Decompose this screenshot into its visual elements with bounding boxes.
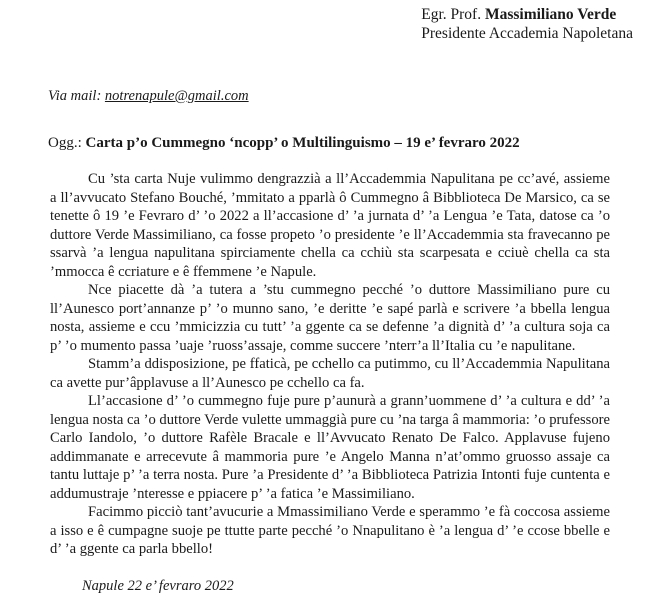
subject-text: Carta p’o Cummegno ‘ncopp’ o Multilinguismo – 19 e’ fevraro 2022 <box>85 135 520 151</box>
via-mail-label: Via mail: <box>48 88 102 104</box>
letter-date: Napule 22 e’ fevraro 2022 <box>82 578 234 594</box>
via-mail-line <box>48 88 249 105</box>
paragraph: Facimmo picciò tant’avucurie a Mmassimiliano Verde e sperammo ’e fà coccosa assieme a isso e ê cumpagne suoje pe ttutte parte pecché ’o Nnapulitano è ’a lengua d’ ’e ccose bbelle e d’ ’a ggente ca parla bbello! <box>50 504 610 557</box>
recipient-salutation: Egr. Prof. <box>421 6 482 23</box>
letter-body <box>50 170 610 559</box>
recipient-block <box>421 5 633 43</box>
email-link[interactable]: notrenapule@gmail.com <box>104 88 249 104</box>
paragraph: Ll’accasione d’ ’o cummegno fuje pure p’aunurà a grann’uommene d’ ’a cultura e dd’ ’a lengua nosta ca ’o duttore Verde vulette ummaggià pure cu ’na targa â mammoria: ’o prufessore Carlo Iandolo, ’o duttore Rafèle Bracale e ll’Avvucato Renato De Falco. Applavuse fujeno addimmanate e arrecevute â mammoria pure ’e Angelo Manna n’at’ommo gruosso assaje ca tantu luttaje p’ ’a terra nosta. Pure ’a Presidente d’ ’a Bibblioteca Patrizia Intonti fuje cuntenta e addumustraje ’nteresse e ppiacere p’ ’a fatica ’e Massimiliano. <box>50 393 610 502</box>
paragraph: Nce piacette dà ’a tutera a ’stu cummegno pecché ’o duttore Massimiliano pure cu ll’Aunesco port’annanze p’ ’o munno sano, ’e deritte ’e sapé parlà e scrivere ’a bbella lengua nosta, assieme e ccu ’mmicizzia cu tutt’ ’a ggente ca se defenne ’a dignità d’ ’a cultura soja ca p’ ’o mumento passa ’uaje ’ruoss’assaje, comme succere ’nterr’a ll’Italia cu ’e napulitane. <box>50 282 610 354</box>
paragraph: Cu ’sta carta Nuje vulimmo dengrazzià a ll’Accademmia Napulitana pe cc’avé, assieme a ll’avvucato Stefano Bouché, ’mmitato a pparlà ô Cummegno â Bibblioteca De Marsico, ca se tenette ô 19 ’e Fevraro d’ ’o 2022 a ll’accasione d’ ’a jurnata d’ ’a Lengua ’e Tata, datose ca ’o duttore Verde Massimiliano, ca fosse propeto ’o presidente ’e ll’Accademmia sta fravecanno pe ssarvà ’a lengua napulitana spirciamente chella ca cchiù sta scarpesata e cciuè chella ca sta ’mmocca ê ccriature e ê ffemmene ’e Napule. <box>50 171 610 280</box>
subject-label: Ogg.: <box>48 135 82 151</box>
paragraph: Stamm’a ddisposizione, pe ffaticà, pe cchello ca putimmo, cu ll’Accademmia Napulitana ca avette pur’âpplavuse a ll’Aunesco pe cchello ca fa. <box>50 356 610 391</box>
recipient-role: Presidente Accademia Napoletana <box>421 25 633 42</box>
recipient-name-line <box>421 5 633 24</box>
subject-line <box>48 135 520 152</box>
recipient-name: Massimiliano Verde <box>484 6 617 23</box>
